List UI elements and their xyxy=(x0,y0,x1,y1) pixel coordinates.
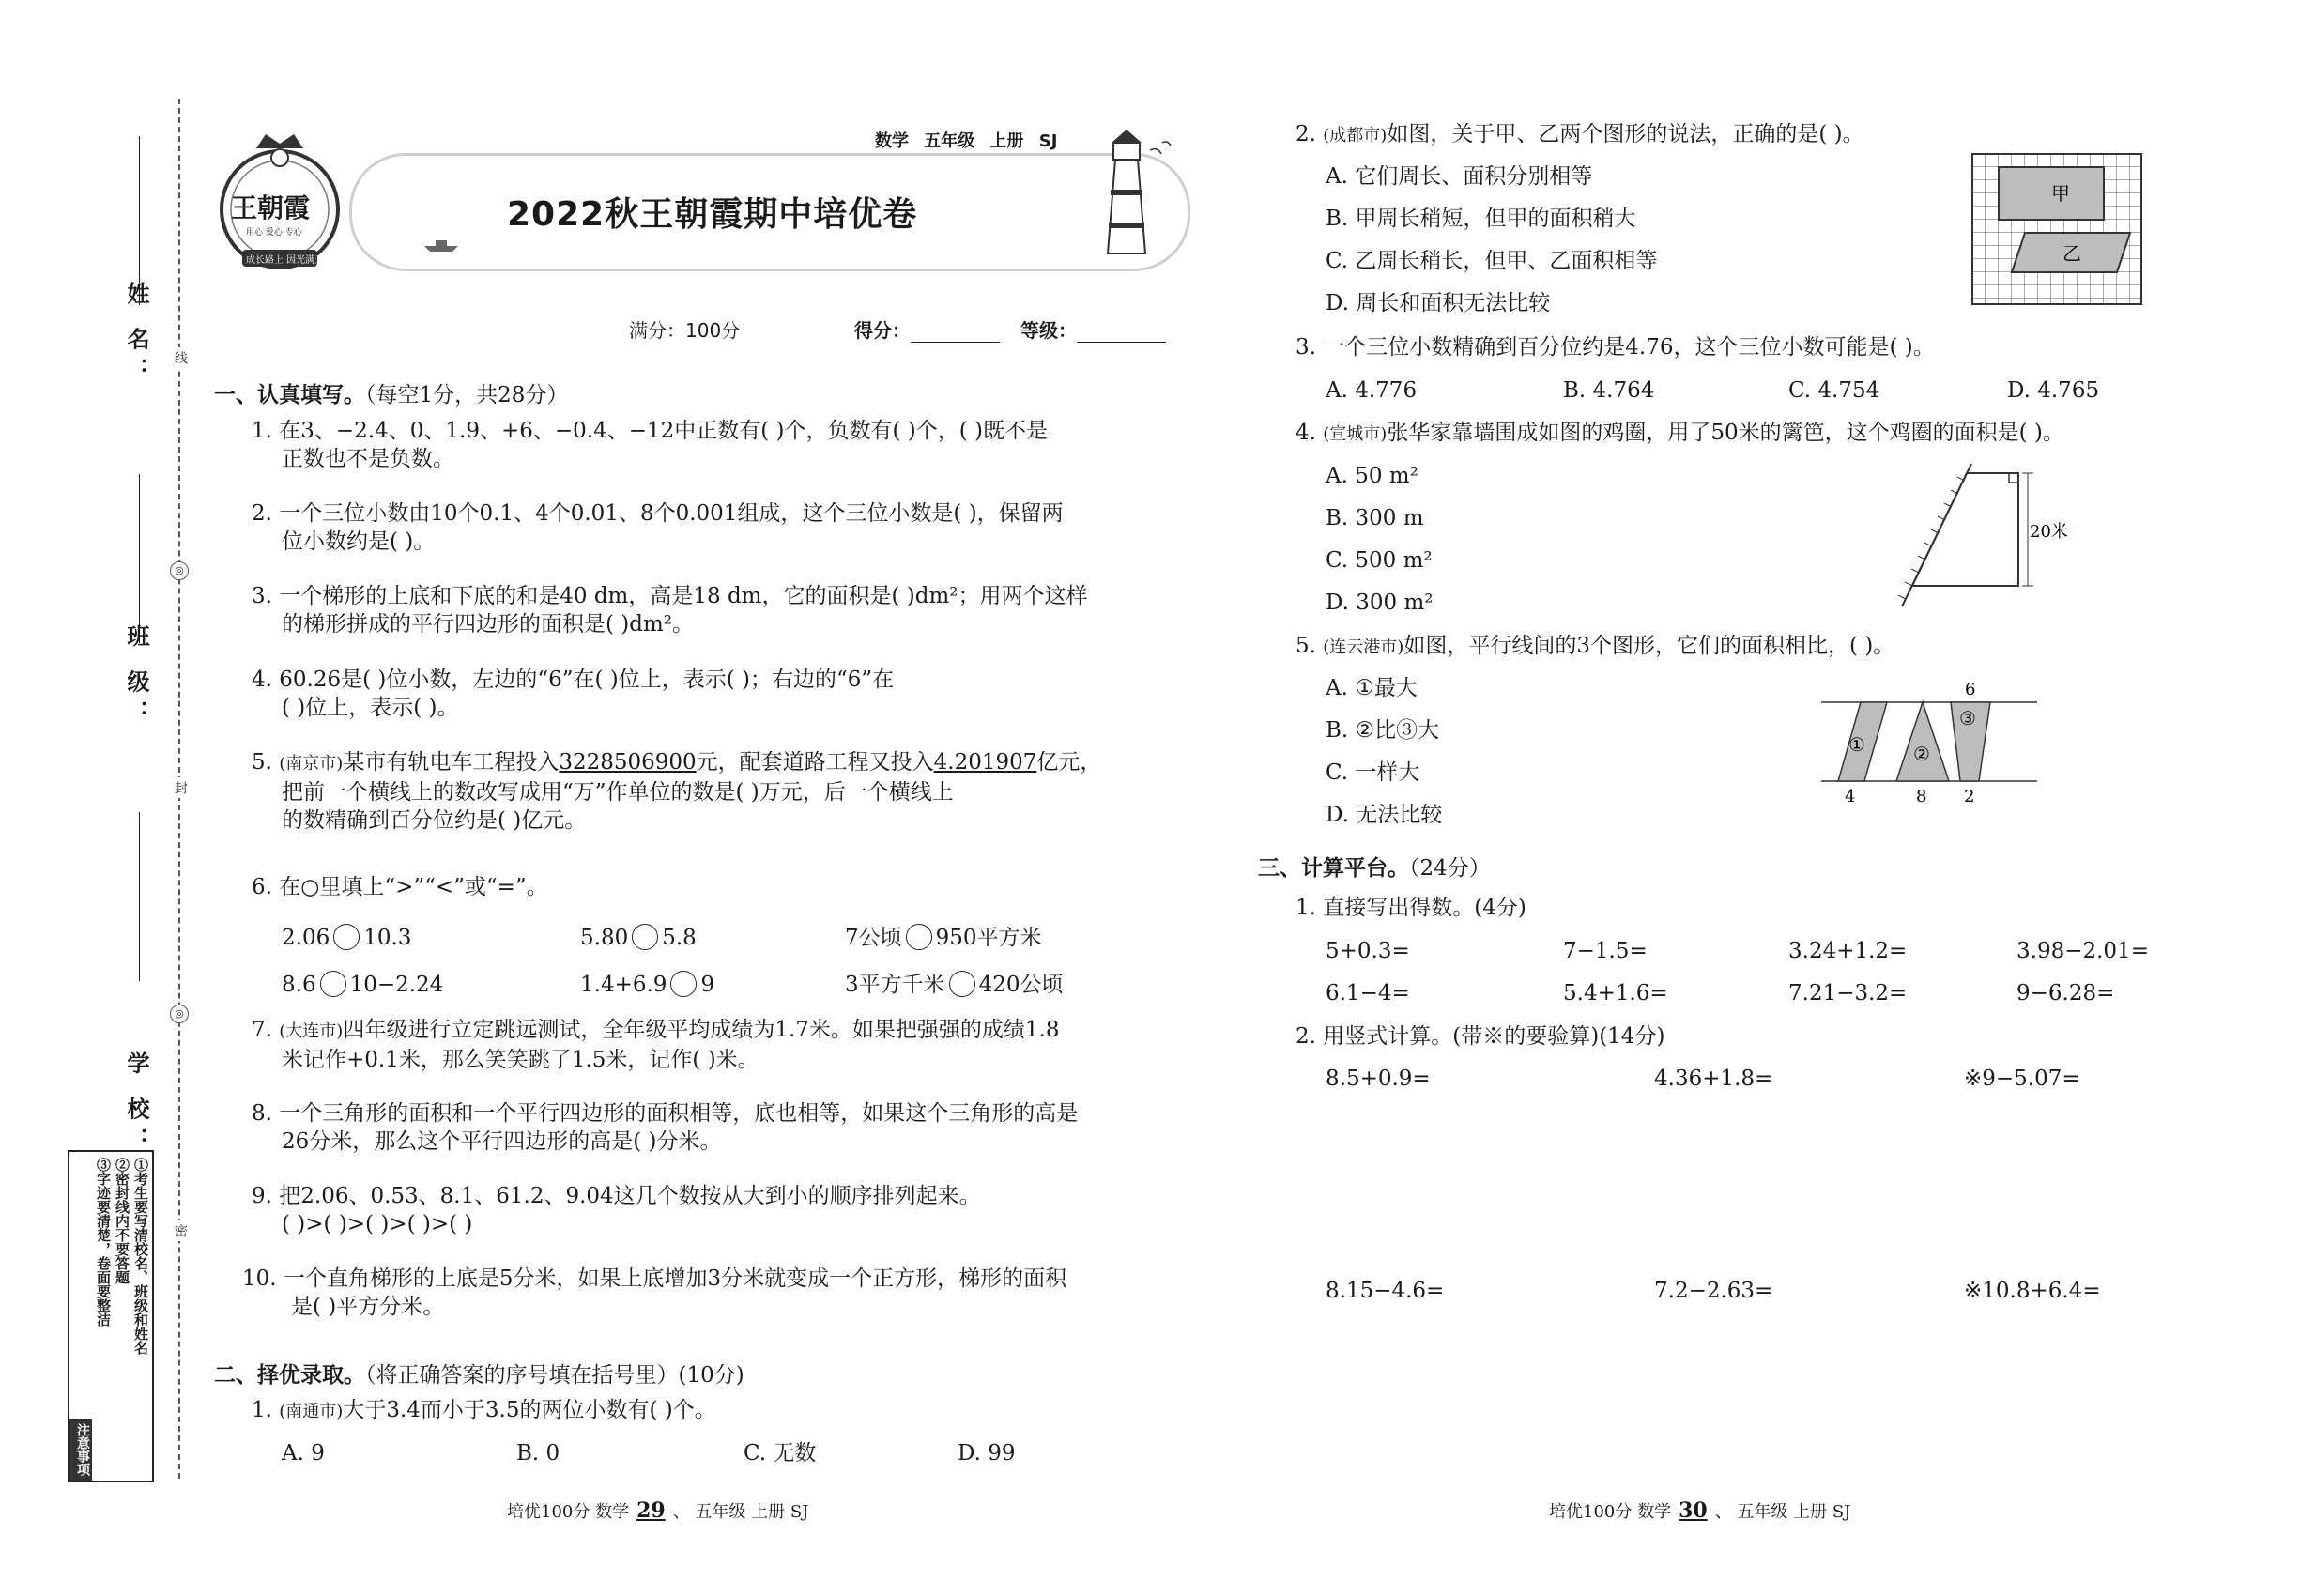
option-b[interactable]: B. 甲周长稍短，但甲的面积稍大 xyxy=(1326,207,1636,231)
calc-item[interactable]: 5.4+1.6= xyxy=(1563,981,1668,1005)
svg-text:③: ③ xyxy=(1959,707,1976,729)
option-c[interactable]: C. 无数 xyxy=(744,1441,817,1466)
brand-sub: 用心 爱心 专心 xyxy=(246,228,302,238)
class-label: 班 级： xyxy=(123,624,149,730)
page-number: 30 xyxy=(1679,1498,1708,1523)
calc-item[interactable]: 7.21−3.2= xyxy=(1788,981,1908,1005)
option-a[interactable]: A. 9 xyxy=(282,1441,325,1466)
header-meta: 数学 五年级 上册 SJ xyxy=(875,131,1058,151)
question-5: 5. (南京市)某市有轨电车工程投入3228506900元，配套道路工程又投入4.201907亿元， 把前一个横线上的数改写成用“万”作单位的数是( )万元，后一个横线上 的数精确到百分位约是( )亿元。 xyxy=(252,750,1102,833)
option-a[interactable]: A. 它们周长、面积分别相等 xyxy=(1326,164,1593,189)
compare-item: 2.06 10.3 xyxy=(282,926,412,950)
option-d[interactable]: D. 无法比较 xyxy=(1326,803,1443,827)
notice-box xyxy=(68,1150,154,1482)
choice-question-2: 2. (成都市)如图，关于甲、乙两个图形的说法，正确的是( )。 xyxy=(1296,122,1864,146)
name-field-line[interactable] xyxy=(139,136,140,305)
choice-question-3: 3. 一个三位小数精确到百分位约是4.76，这个三位小数可能是( )。 xyxy=(1296,335,1935,360)
grade-field[interactable]: 等级： xyxy=(1020,315,1166,343)
option-a[interactable]: A. 4.776 xyxy=(1326,378,1418,403)
question-10: 10. 一个直角梯形的上底是5分米，如果上底增加3分米就变成一个正方形，梯形的面积 是( )平方分米。 xyxy=(242,1266,1067,1319)
compare-item: 1.4+6.9 9 xyxy=(580,973,715,997)
page-title: 2022秋王朝霞期中培优卷 xyxy=(507,195,918,234)
full-score: 满分：100分 xyxy=(629,319,741,342)
calc-item[interactable]: 5+0.3= xyxy=(1326,939,1410,963)
option-d[interactable]: D. 99 xyxy=(958,1441,1016,1466)
notice-head: 注意事项 xyxy=(69,1419,92,1481)
stitch-mark: 密 xyxy=(167,1220,190,1241)
name-label: 姓 名： xyxy=(123,282,149,388)
option-c[interactable]: C. 500 m² xyxy=(1326,548,1433,573)
option-d[interactable]: D. 4.765 xyxy=(2007,378,2100,403)
knot-icon: ◎ xyxy=(170,561,189,580)
compare-circle[interactable] xyxy=(333,924,360,950)
option-b[interactable]: B. 300 m xyxy=(1326,506,1424,530)
question-4: 4. 60.26是( )位小数，左边的“6”在( )位上，表示( )；右边的“6”在 ( )位上，表示( )。 xyxy=(252,668,895,720)
option-c[interactable]: C. 4.754 xyxy=(1788,378,1880,403)
section-3-title: 三、计算平台。（24分） xyxy=(1258,856,1491,881)
page-footer-left: 培优100分 数学 29 、 五年级 上册 SJ xyxy=(507,1498,809,1523)
shape-b-label: 乙 xyxy=(2062,242,2081,265)
option-c[interactable]: C. 一样大 xyxy=(1326,760,1420,785)
shape-a-label: 甲 xyxy=(2051,182,2070,205)
calc-question-1: 1. 直接写出得数。(4分) xyxy=(1296,896,1526,920)
svg-text:②: ② xyxy=(1913,743,1930,765)
compare-item: 3平方千米 420公顷 xyxy=(845,973,1064,997)
page-number: 29 xyxy=(636,1498,666,1523)
page-footer-right: 培优100分 数学 30 、 五年级 上册 SJ xyxy=(1549,1498,1851,1523)
svg-text:4: 4 xyxy=(1845,787,1856,806)
calc-question-2: 2. 用竖式计算。(带※的要验算)(14分) xyxy=(1296,1024,1665,1049)
option-a[interactable]: A. ①最大 xyxy=(1326,676,1418,700)
compare-circle[interactable] xyxy=(949,971,975,997)
school-field-line[interactable] xyxy=(139,812,140,981)
parallel-lines-figure xyxy=(1821,676,2037,807)
compare-circle[interactable] xyxy=(632,924,658,950)
option-c[interactable]: C. 乙周长稍长，但甲、乙面积相等 xyxy=(1326,249,1658,273)
svg-text:8: 8 xyxy=(1916,787,1927,806)
choice-question-1: 1. (南通市)大于3.4而小于3.5的两位小数有( )个。 xyxy=(252,1398,716,1422)
chicken-coop-figure xyxy=(1887,458,2093,613)
calc-item[interactable]: 9−6.28= xyxy=(2016,981,2115,1005)
question-7: 7. (大连市)四年级进行立定跳远测试，全年级平均成绩为1.7米。如果把强强的成绩1.8 米记作+0.1米，那么笑笑跳了1.5米，记作( )米。 xyxy=(252,1018,1060,1072)
notice-text: ①考生要写清校名、班级和姓名 ②密封线内不要答题 ③字迹要清楚，卷面要整洁 xyxy=(95,1158,149,1355)
question-8: 8. 一个三角形的面积和一个平行四边形的面积相等，底也相等，如果这个三角形的高是 26分米，那么这个平行四边形的高是( )分米。 xyxy=(252,1101,1079,1154)
brand-motto: 成长路上 因光满天 xyxy=(246,255,325,266)
school-label: 学 校： xyxy=(123,1051,149,1158)
svg-text:①: ① xyxy=(1848,733,1865,756)
brand-name: 王朝霞 xyxy=(231,192,311,223)
calc-item[interactable]: 8.15−4.6= xyxy=(1326,1279,1445,1303)
question-9: 9. 把2.06、0.53、8.1、61.2、9.04这几个数按从大到小的顺序排列起来。 ( )>( )>( )>( )>( ) xyxy=(252,1184,981,1236)
section-2-title: 二、择优录取。（将正确答案的序号填在括号里）(10分) xyxy=(214,1363,744,1388)
question-6: 6. 在○里填上“>”“<”或“=”。 xyxy=(252,875,548,899)
section-1-title: 一、认真填写。（每空1分，共28分） xyxy=(214,383,569,407)
calc-item[interactable]: ※10.8+6.4= xyxy=(1964,1279,2101,1303)
calc-item[interactable]: 7.2−2.63= xyxy=(1654,1279,1773,1303)
option-d[interactable]: D. 300 m² xyxy=(1326,591,1434,615)
height-label: 20米 xyxy=(2030,522,2068,542)
option-b[interactable]: B. 0 xyxy=(516,1441,560,1466)
compare-circle[interactable] xyxy=(670,971,697,997)
calc-item[interactable]: 8.5+0.9= xyxy=(1326,1067,1431,1091)
compare-circle[interactable] xyxy=(320,971,346,997)
ship-icon xyxy=(422,237,460,253)
choice-question-4: 4. (宣城市)张华家靠墙围成如图的鸡圈，用了50米的篱笆，这个鸡圈的面积是( )。 xyxy=(1296,421,2064,445)
grid-figure xyxy=(1971,153,2142,305)
choice-question-5: 5. (连云港市)如图，平行线间的3个图形，它们的面积相比，( )。 xyxy=(1296,634,1895,658)
question-1: 1. 在3、−2.4、0、1.9、+6、−0.4、−12中正数有( )个，负数有( )个，( )既不是 正数也不是负数。 xyxy=(252,419,1049,471)
question-2: 2. 一个三位小数由10个0.1、4个0.01、8个0.001组成，这个三位小数是( )，保留两 位小数约是( )。 xyxy=(252,501,1064,554)
calc-item[interactable]: 3.24+1.2= xyxy=(1788,939,1908,963)
option-b[interactable]: B. 4.764 xyxy=(1563,378,1655,403)
stitch-mark: 封 xyxy=(167,777,190,798)
score-field[interactable]: 得分： xyxy=(854,315,1000,343)
compare-item: 8.6 10−2.24 xyxy=(282,973,444,997)
compare-item: 5.80 5.8 xyxy=(580,926,697,950)
calc-item[interactable]: 6.1−4= xyxy=(1326,981,1410,1005)
option-a[interactable]: A. 50 m² xyxy=(1326,464,1418,488)
calc-item[interactable]: ※9−5.07= xyxy=(1964,1067,2080,1091)
compare-item: 7公顷 950平方米 xyxy=(845,926,1042,950)
svg-text:2: 2 xyxy=(1964,787,1975,806)
calc-item[interactable]: 7−1.5= xyxy=(1563,939,1648,963)
calc-item[interactable]: 3.98−2.01= xyxy=(2016,939,2149,963)
option-b[interactable]: B. ②比③大 xyxy=(1326,718,1440,743)
option-d[interactable]: D. 周长和面积无法比较 xyxy=(1326,291,1551,315)
knot-icon: ◎ xyxy=(170,1005,189,1023)
compare-circle[interactable] xyxy=(906,924,932,950)
question-3: 3. 一个梯形的上底和下底的和是40 dm，高是18 dm，它的面积是( )dm²；用两个这样 的梯形拼成的平行四边形的面积是( )dm²。 xyxy=(252,584,1088,637)
svg-text:6: 6 xyxy=(1965,680,1976,699)
stitch-mark: 线 xyxy=(167,347,190,368)
class-field-line[interactable] xyxy=(139,474,140,643)
calc-item[interactable]: 4.36+1.8= xyxy=(1654,1067,1773,1091)
lighthouse-icon xyxy=(1080,122,1183,263)
